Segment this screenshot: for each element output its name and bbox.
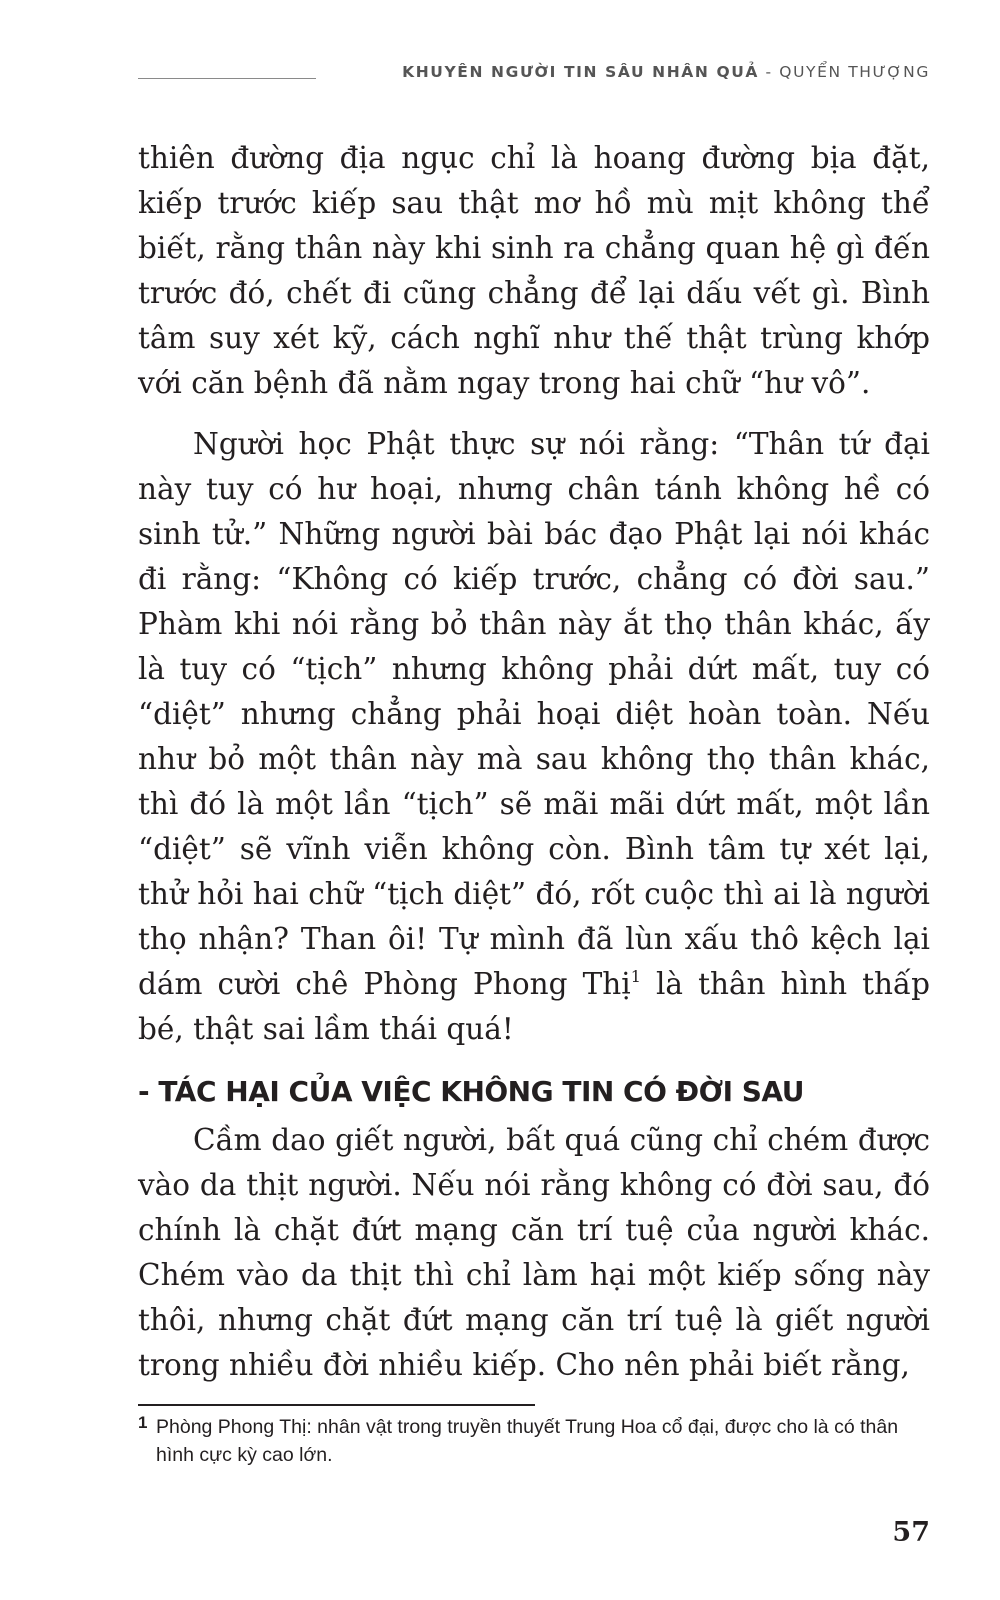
header-text xyxy=(402,63,930,81)
paragraph-continuation: thiên đường địa ngục chỉ là hoang đường bịa đặt, kiếp trước kiếp sau thật mơ hồ mù mịt không thể biết, rằng thân này khi sinh ra chẳng quan hệ gì đến trước đó, chết đi cũng chẳng để lại dấu vết gì. Bình tâm suy xét kỹ, cách nghĩ như thế thật trùng khớp với căn bệnh đã nằm ngay trong hai chữ “hư vô”. xyxy=(138,141,930,400)
footnote-reference[interactable]: 1 xyxy=(630,967,641,986)
footnote-number: 1 xyxy=(138,1413,148,1432)
section-heading: - TÁC HẠI CỦA VIỆC KHÔNG TIN CÓ ĐỜI SAU xyxy=(138,1075,804,1108)
header-separator: - xyxy=(759,63,780,81)
paragraph-section-body: Cầm dao giết người, bất quá cũng chỉ chém được vào da thịt người. Nếu nói rằng không có đời sau, đó chính là chặt đứt mạng căn trí tuệ của người khác. Chém vào da thịt thì chỉ làm hại một kiếp sống này thôi, nhưng chặt đứt mạng căn trí tuệ là giết người trong nhiều đời nhiều kiếp. Cho nên phải biết rằng, xyxy=(138,1123,930,1382)
page-number: 57 xyxy=(892,1517,930,1548)
footnote xyxy=(138,1413,930,1469)
paragraph-text-after-footnote: là thân hình thấp bé, thật sai lầm thái quá! xyxy=(138,967,930,1046)
header-rule xyxy=(138,78,316,79)
body-text xyxy=(138,136,930,1388)
paragraph-text-before-footnote: Người học Phật thực sự nói rằng: “Thân tứ đại này tuy có hư hoại, nhưng chân tánh không hề có sinh tử.” Những người bài bác đạo Phật lại nói khác đi rằng: “Không có kiếp trước, chẳng có đời sau.” Phàm khi nói rằng bỏ thân này ắt thọ thân khác, ấy là tuy có “tịch” nhưng không phải dứt mất, tuy có “diệt” nhưng chẳng phải hoại diệt hoàn toàn. Nếu như bỏ một thân này mà sau không thọ thân khác, thì đó là một lần “tịch” sẽ mãi mãi dứt mất, một lần “diệt” sẽ vĩnh viễn không còn. Bình tâm tự xét lại, thử hỏi hai chữ “tịch diệt” đó, rốt cuộc thì ai là người thọ nhận? Than ôi! Tự mình đã lùn xấu thô kệch lại dám cười chê Phòng Phong Thị xyxy=(138,427,930,1001)
header-title: KHUYÊN NGƯỜI TIN SÂU NHÂN QUẢ xyxy=(402,63,760,81)
running-header xyxy=(138,63,930,87)
header-subtitle: QUYỂN THƯỢNG xyxy=(779,63,930,81)
footnote-rule xyxy=(138,1404,535,1406)
paragraph-buddhist-view xyxy=(138,422,930,1052)
footnote-text: Phòng Phong Thị: nhân vật trong truyền thuyết Trung Hoa cổ đại, được cho là có thân hình cực kỳ cao lớn. xyxy=(156,1416,899,1466)
